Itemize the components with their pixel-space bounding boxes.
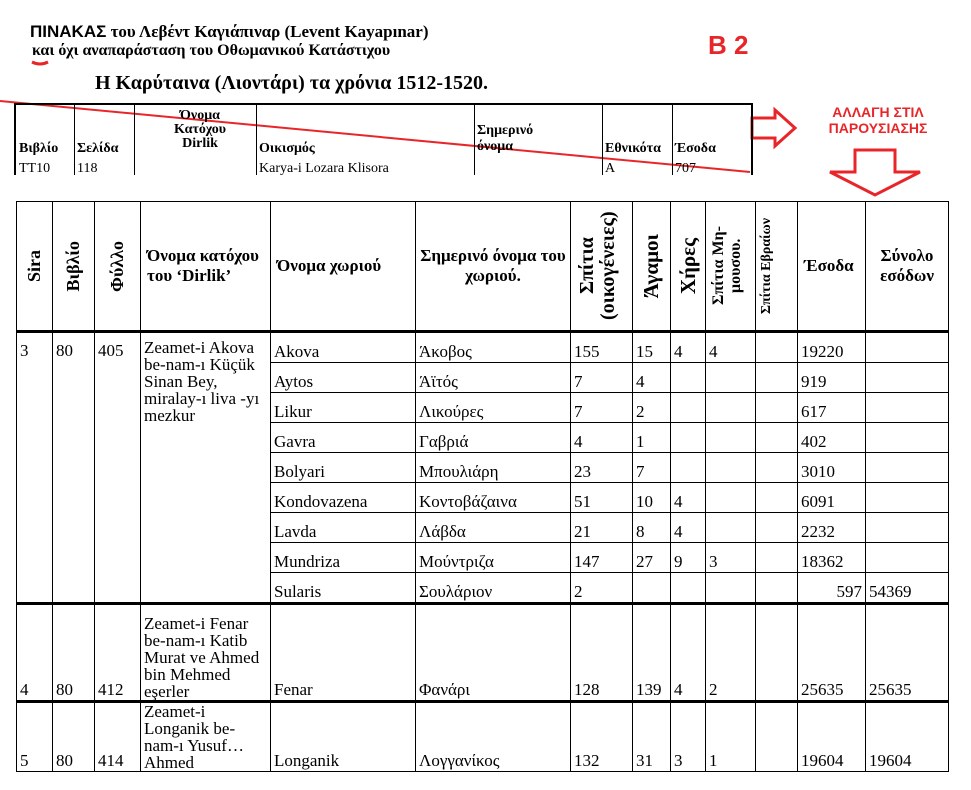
village-cell: Bolyari xyxy=(271,453,416,483)
jewish-cell xyxy=(756,423,798,453)
widows-cell xyxy=(671,453,706,483)
col-folio: Φύλλο xyxy=(95,202,141,332)
single-cell: 7 xyxy=(633,453,671,483)
header-prefix: ΠΙΝΑΚΑΣ xyxy=(30,22,107,41)
village-cell: Longanik xyxy=(271,702,416,772)
jewish-cell xyxy=(756,453,798,483)
holder-cell: Zeamet-i Longanik be-nam-ı Yusuf…Ahmed xyxy=(141,702,271,772)
book-cell: 80 xyxy=(53,604,95,702)
holder-cell: Zeamet-i Akova be-nam-ı Küçük Sinan Bey, miralay-ı liva -yı mezkur xyxy=(141,332,271,604)
widows-cell: 3 xyxy=(671,702,706,772)
widows-cell: 4 xyxy=(671,604,706,702)
book-cell: 80 xyxy=(53,702,95,772)
single-cell: 10 xyxy=(633,483,671,513)
col-sira: Sira xyxy=(17,202,53,332)
old-col-page: Σελίδα 118 xyxy=(74,105,135,175)
widows-cell xyxy=(671,393,706,423)
col-village: Όνομα χωριού xyxy=(271,202,416,332)
modern-name-cell: Λογγανίκος xyxy=(416,702,571,772)
village-cell: Sularis xyxy=(271,573,416,604)
sira-cell: 4 xyxy=(17,604,53,702)
nonmuslim-cell xyxy=(706,453,756,483)
income-cell: 402 xyxy=(798,423,866,453)
widows-cell: 4 xyxy=(671,483,706,513)
col-book: Βιβλίο xyxy=(53,202,95,332)
modern-name-cell: Μπουλιάρη xyxy=(416,453,571,483)
old-col-settlement: Οικισμός Karya-i Lozara Klisora xyxy=(256,105,475,175)
widows-cell: 4 xyxy=(671,332,706,363)
nonmuslim-cell: 2 xyxy=(706,604,756,702)
arrow-right-icon xyxy=(752,110,795,146)
income-cell: 3010 xyxy=(798,453,866,483)
nonmuslim-cell xyxy=(706,573,756,604)
total-cell xyxy=(866,423,949,453)
village-cell: Fenar xyxy=(271,604,416,702)
nonmuslim-cell xyxy=(706,423,756,453)
income-cell: 617 xyxy=(798,393,866,423)
change-note-line-2: ΠΑΡΟΥΣΙΑΣΗΣ xyxy=(828,120,928,136)
table-row xyxy=(17,604,949,702)
single-cell xyxy=(633,573,671,604)
single-cell: 27 xyxy=(633,543,671,573)
nonmuslim-cell xyxy=(706,393,756,423)
total-cell xyxy=(866,332,949,363)
single-cell: 15 xyxy=(633,332,671,363)
col-modern-name: Σημερινό όνομα του χωριού. xyxy=(416,202,571,332)
jewish-cell xyxy=(756,604,798,702)
total-cell xyxy=(866,483,949,513)
widows-cell: 4 xyxy=(671,513,706,543)
book-cell: 80 xyxy=(53,332,95,604)
nonmuslim-cell: 1 xyxy=(706,702,756,772)
old-table xyxy=(14,103,753,175)
col-total: Σύνολο εσόδων xyxy=(866,202,949,332)
nonmuslim-cell xyxy=(706,363,756,393)
single-cell: 1 xyxy=(633,423,671,453)
single-cell: 31 xyxy=(633,702,671,772)
modern-name-cell: Κοντοβάζαινα xyxy=(416,483,571,513)
folio-cell: 412 xyxy=(95,604,141,702)
village-cell: Gavra xyxy=(271,423,416,453)
folio-cell: 414 xyxy=(95,702,141,772)
total-cell xyxy=(866,453,949,483)
single-cell: 139 xyxy=(633,604,671,702)
houses-cell: 7 xyxy=(571,363,633,393)
houses-cell: 147 xyxy=(571,543,633,573)
nonmuslim-cell: 3 xyxy=(706,543,756,573)
old-col-holder: Όνομα Κατόχου Dirlik xyxy=(134,105,257,175)
jewish-cell xyxy=(756,483,798,513)
income-cell: 6091 xyxy=(798,483,866,513)
houses-cell: 21 xyxy=(571,513,633,543)
houses-cell: 2 xyxy=(571,573,633,604)
widows-cell xyxy=(671,363,706,393)
jewish-cell xyxy=(756,543,798,573)
arrow-down-icon xyxy=(830,150,920,195)
total-cell xyxy=(866,513,949,543)
houses-cell: 132 xyxy=(571,702,633,772)
old-col-book: Βιβλίο TT10 xyxy=(16,105,75,175)
page-title: Η Καρύταινα (Λιοντάρι) τα χρόνια 1512-1520. xyxy=(95,72,489,94)
houses-cell: 4 xyxy=(571,423,633,453)
col-nonmuslim: Σπίτια Μη-μουσου. xyxy=(706,202,756,332)
header-row xyxy=(17,202,949,332)
change-note-line-1: ΑΛΛΑΓΗ ΣΤΙΛ xyxy=(832,104,924,120)
total-cell xyxy=(866,393,949,423)
table-row xyxy=(17,702,949,772)
modern-name-cell: Λικούρες xyxy=(416,393,571,423)
col-widows: Χήρες xyxy=(671,202,706,332)
nonmuslim-cell xyxy=(706,483,756,513)
jewish-cell xyxy=(756,513,798,543)
table-row xyxy=(17,332,949,363)
folio-cell: 405 xyxy=(95,332,141,604)
modern-name-cell: Μούντριζα xyxy=(416,543,571,573)
widows-cell xyxy=(671,423,706,453)
col-houses: Σπίτια (οικογένειες) xyxy=(571,202,633,332)
total-cell xyxy=(866,543,949,573)
old-col-income: Έσοδα 707 xyxy=(675,141,716,176)
income-cell: 18362 xyxy=(798,543,866,573)
old-col-modern-name: Σημερινό όνομα xyxy=(474,105,603,175)
main-table xyxy=(16,201,949,772)
header-author: του Λεβέντ Καγιάπιναρ (Levent Kayapınar) xyxy=(106,22,429,41)
col-single: Άγαμοι xyxy=(633,202,671,332)
modern-name-cell: Φανάρι xyxy=(416,604,571,702)
modern-name-cell: Σουλάριον xyxy=(416,573,571,604)
houses-cell: 7 xyxy=(571,393,633,423)
jewish-cell xyxy=(756,573,798,604)
total-cell: 54369 xyxy=(866,573,949,604)
single-cell: 8 xyxy=(633,513,671,543)
old-col-ethnicity: Εθνικότα A xyxy=(602,105,673,175)
col-jewish: Σπίτια Εβραίων xyxy=(756,202,798,332)
sira-cell: 5 xyxy=(17,702,53,772)
income-cell: 2232 xyxy=(798,513,866,543)
underline-mark-icon xyxy=(32,62,48,64)
widows-cell xyxy=(671,573,706,604)
income-cell: 19220 xyxy=(798,332,866,363)
houses-cell: 51 xyxy=(571,483,633,513)
jewish-cell xyxy=(756,393,798,423)
houses-cell: 23 xyxy=(571,453,633,483)
nonmuslim-cell: 4 xyxy=(706,332,756,363)
col-income: Έσοδα xyxy=(798,202,866,332)
village-cell: Mundriza xyxy=(271,543,416,573)
modern-name-cell: Άκοβος xyxy=(416,332,571,363)
village-cell: Kondovazena xyxy=(271,483,416,513)
page-tag: Β 2 xyxy=(708,30,749,60)
total-cell xyxy=(866,363,949,393)
houses-cell: 128 xyxy=(571,604,633,702)
jewish-cell xyxy=(756,363,798,393)
sira-cell: 3 xyxy=(17,332,53,604)
single-cell: 4 xyxy=(633,363,671,393)
holder-cell: Zeamet-i Fenar be-nam-ı Katib Murat ve Ahmed bin Mehmed eşerler xyxy=(141,604,271,702)
single-cell: 2 xyxy=(633,393,671,423)
village-cell: Lavda xyxy=(271,513,416,543)
jewish-cell xyxy=(756,332,798,363)
village-cell: Akova xyxy=(271,332,416,363)
total-cell: 25635 xyxy=(866,604,949,702)
modern-name-cell: Γαβριά xyxy=(416,423,571,453)
houses-cell: 155 xyxy=(571,332,633,363)
modern-name-cell: Άϊτός xyxy=(416,363,571,393)
total-cell: 19604 xyxy=(866,702,949,772)
income-cell: 597 xyxy=(798,573,866,604)
village-cell: Aytos xyxy=(271,363,416,393)
widows-cell: 9 xyxy=(671,543,706,573)
modern-name-cell: Λάβδα xyxy=(416,513,571,543)
income-cell: 19604 xyxy=(798,702,866,772)
col-holder: Όνομα κατόχου του ‘Dirlik’ xyxy=(141,202,271,332)
income-cell: 25635 xyxy=(798,604,866,702)
income-cell: 919 xyxy=(798,363,866,393)
nonmuslim-cell xyxy=(706,513,756,543)
jewish-cell xyxy=(756,702,798,772)
village-cell: Likur xyxy=(271,393,416,423)
header-line-2: και όχι αναπαράσταση του Οθωμανικού Κατάστιχου xyxy=(32,42,391,59)
